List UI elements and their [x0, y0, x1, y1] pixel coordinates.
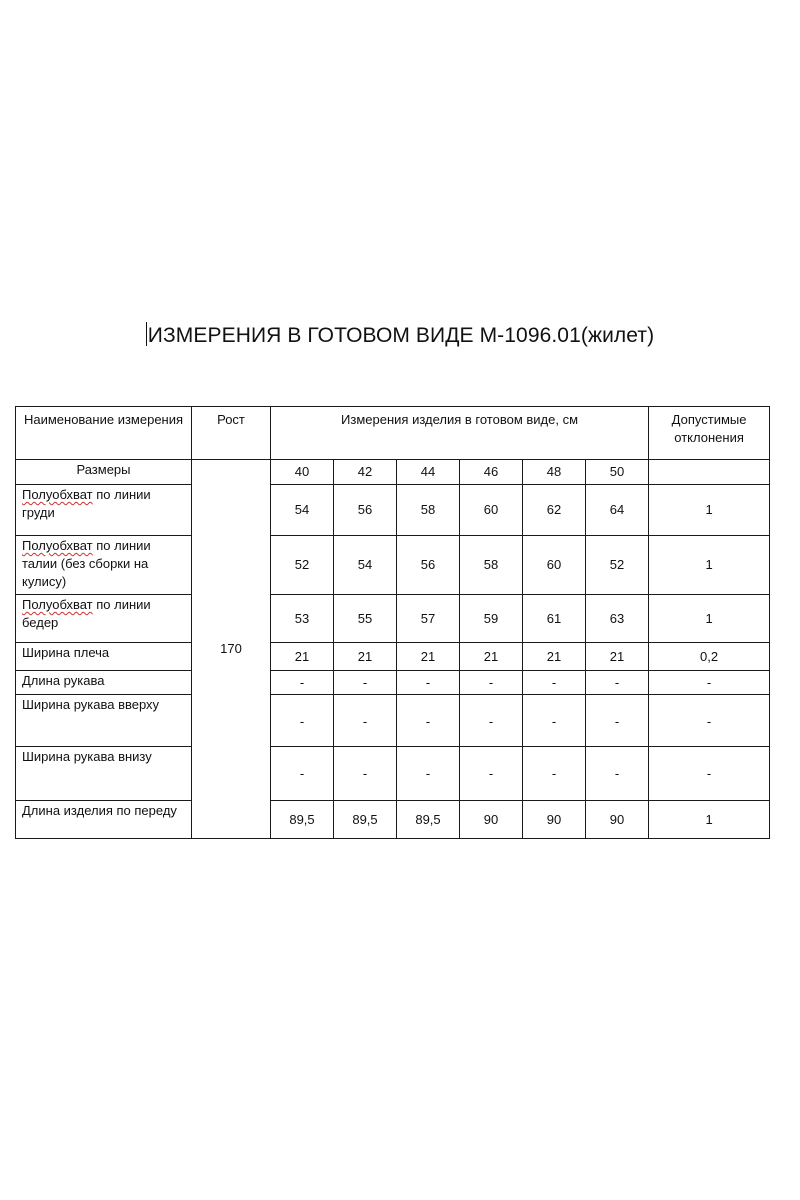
- row-label: Длина рукава: [16, 671, 192, 695]
- value-cell: 53: [271, 595, 334, 643]
- page-title-text: ИЗМЕРЕНИЯ В ГОТОВОМ ВИДЕ М-1096.01(жилет): [147, 324, 655, 347]
- table-row: [16, 536, 770, 595]
- value-cell: -: [397, 695, 460, 747]
- value-cell: -: [523, 671, 586, 695]
- value-cell: 54: [271, 485, 334, 536]
- value-cell: 64: [586, 485, 649, 536]
- value-cell: -: [271, 671, 334, 695]
- value-cell: 58: [397, 485, 460, 536]
- table-row: [16, 643, 770, 671]
- value-cell: 89,5: [271, 801, 334, 839]
- size-cell: 46: [460, 460, 523, 485]
- value-cell: 21: [460, 643, 523, 671]
- tolerance-cell: 1: [649, 485, 770, 536]
- table-row: [16, 671, 770, 695]
- spellcheck-flagged-word: Полуобхват: [22, 597, 93, 612]
- row-label: Ширина рукава вверху: [16, 695, 192, 747]
- table-row: [16, 801, 770, 839]
- row-label-rest: по линии талии (без сборки на кулису): [22, 538, 151, 589]
- size-cell: 44: [397, 460, 460, 485]
- table-row: [16, 595, 770, 643]
- value-cell: -: [523, 695, 586, 747]
- size-cell: 42: [334, 460, 397, 485]
- height-value: 170: [192, 460, 271, 839]
- value-cell: 52: [271, 536, 334, 595]
- page-title: [0, 322, 800, 348]
- size-cell: 48: [523, 460, 586, 485]
- value-cell: -: [397, 747, 460, 801]
- measurements-table: [15, 406, 770, 839]
- table-row: [16, 485, 770, 536]
- size-cell: 50: [586, 460, 649, 485]
- value-cell: 89,5: [334, 801, 397, 839]
- value-cell: -: [460, 695, 523, 747]
- value-cell: -: [523, 747, 586, 801]
- tolerance-cell: 1: [649, 536, 770, 595]
- row-label: Длина изделия по переду: [16, 801, 192, 839]
- value-cell: 55: [334, 595, 397, 643]
- header-measures: Измерения изделия в готовом виде, см: [271, 407, 649, 460]
- value-cell: -: [271, 747, 334, 801]
- value-cell: 21: [334, 643, 397, 671]
- value-cell: 52: [586, 536, 649, 595]
- value-cell: -: [586, 747, 649, 801]
- value-cell: 21: [586, 643, 649, 671]
- value-cell: 59: [460, 595, 523, 643]
- value-cell: 56: [397, 536, 460, 595]
- value-cell: -: [334, 695, 397, 747]
- value-cell: -: [334, 747, 397, 801]
- row-label: [16, 536, 192, 595]
- value-cell: 61: [523, 595, 586, 643]
- value-cell: 58: [460, 536, 523, 595]
- row-label: [16, 595, 192, 643]
- table-row: [16, 747, 770, 801]
- text-cursor: [146, 322, 147, 346]
- row-label: [16, 485, 192, 536]
- tolerance-cell: -: [649, 747, 770, 801]
- header-tolerance: Допустимые отклонения: [649, 407, 770, 460]
- header-name: Наименование измерения: [16, 407, 192, 460]
- row-label: Ширина рукава внизу: [16, 747, 192, 801]
- row-label: Ширина плеча: [16, 643, 192, 671]
- value-cell: 90: [523, 801, 586, 839]
- value-cell: -: [460, 747, 523, 801]
- value-cell: 90: [586, 801, 649, 839]
- table-row: [16, 695, 770, 747]
- value-cell: 54: [334, 536, 397, 595]
- value-cell: 21: [271, 643, 334, 671]
- value-cell: 21: [397, 643, 460, 671]
- tolerance-cell: -: [649, 695, 770, 747]
- row-label-rest: по линии бедер: [22, 597, 151, 630]
- tolerance-cell: 1: [649, 595, 770, 643]
- tolerance-cell: -: [649, 671, 770, 695]
- row-label-rest: по линии груди: [22, 487, 151, 520]
- value-cell: 57: [397, 595, 460, 643]
- value-cell: 89,5: [397, 801, 460, 839]
- sizes-row: [16, 460, 770, 485]
- value-cell: 21: [523, 643, 586, 671]
- value-cell: 56: [334, 485, 397, 536]
- tolerance-empty: [649, 460, 770, 485]
- value-cell: 90: [460, 801, 523, 839]
- size-cell: 40: [271, 460, 334, 485]
- sizes-label: Размеры: [16, 460, 192, 485]
- value-cell: 62: [523, 485, 586, 536]
- value-cell: 60: [523, 536, 586, 595]
- value-cell: -: [460, 671, 523, 695]
- value-cell: -: [271, 695, 334, 747]
- value-cell: -: [586, 695, 649, 747]
- value-cell: 63: [586, 595, 649, 643]
- value-cell: -: [586, 671, 649, 695]
- value-cell: -: [334, 671, 397, 695]
- spellcheck-flagged-word: Полуобхват: [22, 538, 93, 553]
- value-cell: -: [397, 671, 460, 695]
- tolerance-cell: 0,2: [649, 643, 770, 671]
- tolerance-cell: 1: [649, 801, 770, 839]
- table-header-row: [16, 407, 770, 460]
- value-cell: 60: [460, 485, 523, 536]
- spellcheck-flagged-word: Полуобхват: [22, 487, 93, 502]
- header-height: Рост: [192, 407, 271, 460]
